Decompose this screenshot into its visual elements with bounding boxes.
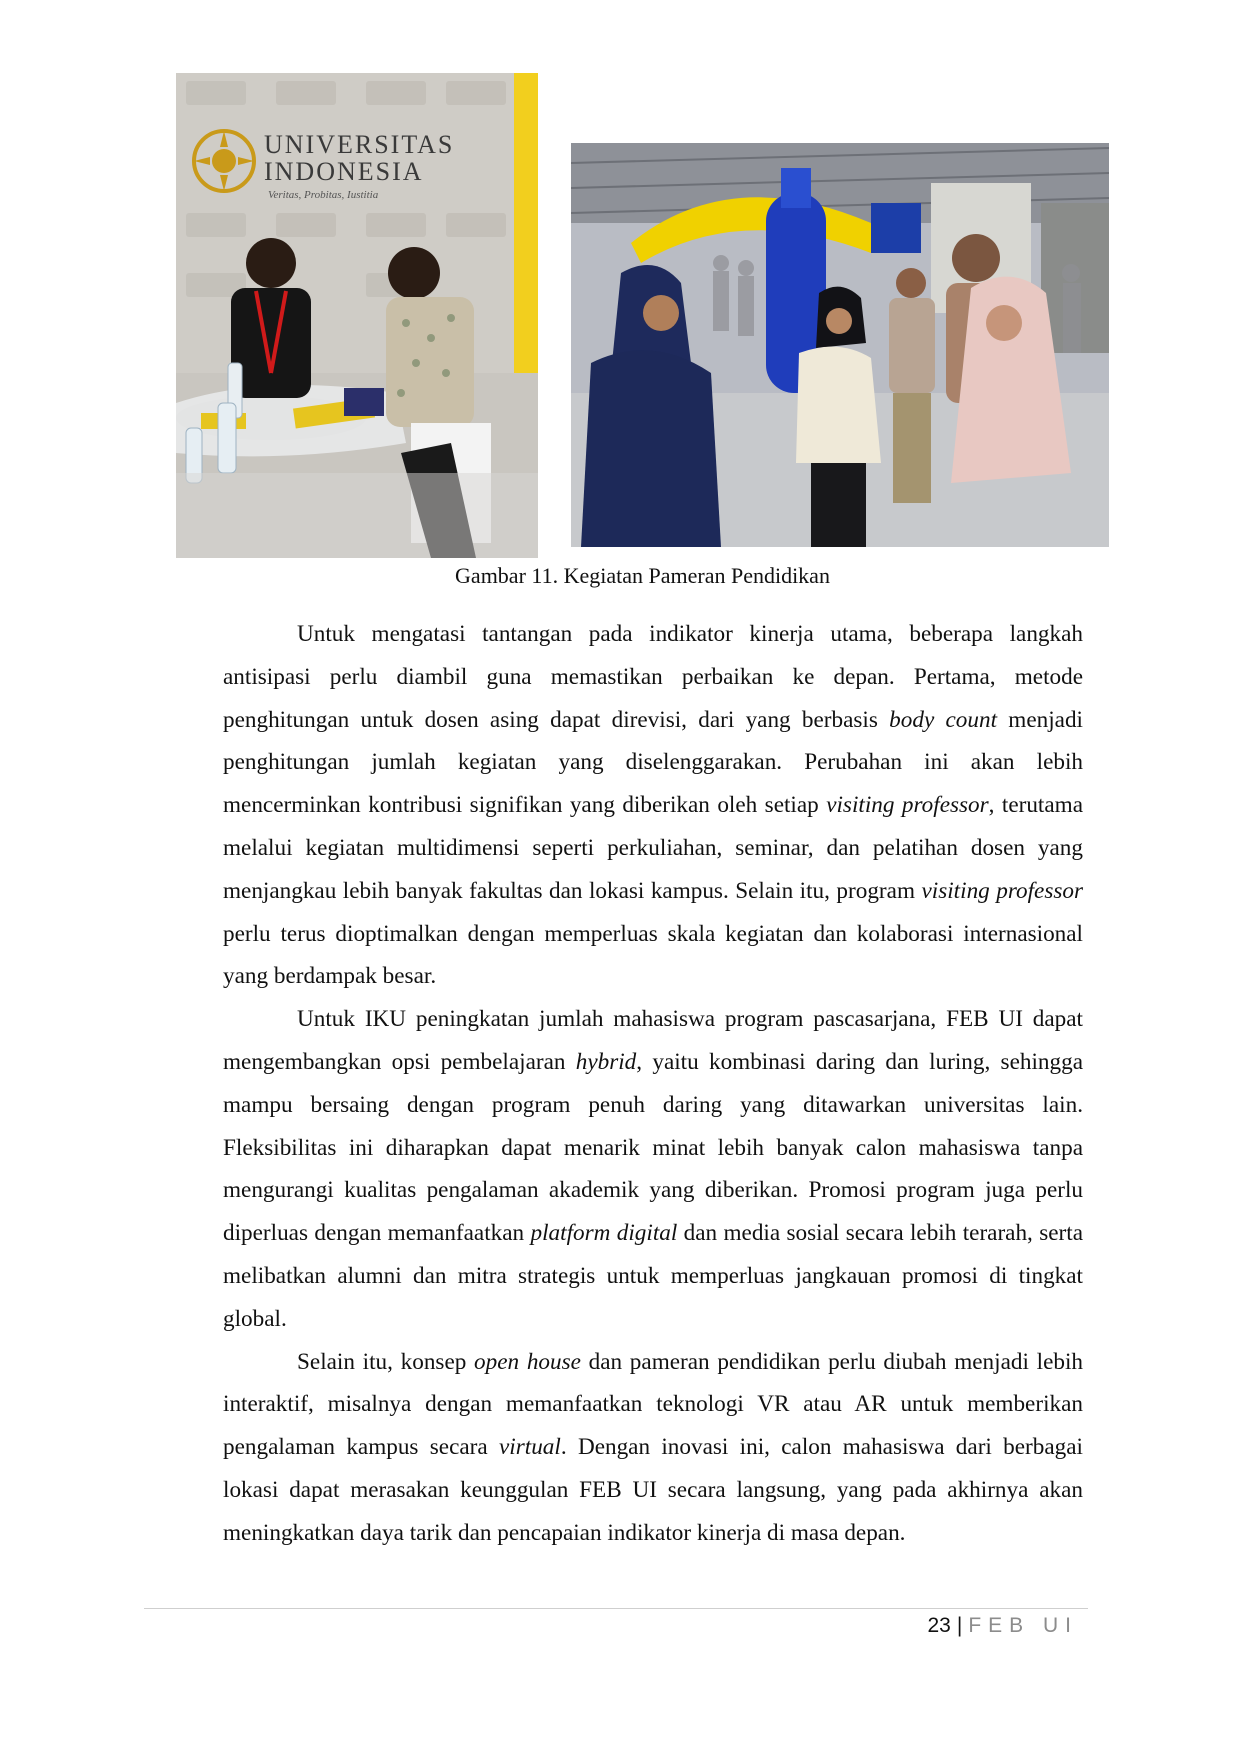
page-number: 23 <box>927 1614 951 1637</box>
figure-caption: Gambar 11. Kegiatan Pameran Pendidikan <box>455 563 830 588</box>
p2-seg-4: dan media sosial secara lebih terarah, serta melibatkan alumni dan mitra strategis untuk memperluas jangkauan promosi di tingkat global. <box>223 1220 1083 1332</box>
p3-seg-2: dan pameran pendidikan perlu diubah menjadi lebih interaktif, misalnya dengan memanfaatkan teknologi VR atau AR untuk memberikan pengalaman kampus secara <box>223 1348 1083 1461</box>
p2-seg-2: , yaitu kombinasi daring dan luring, sehingga mampu bersaing dengan program penuh daring yang ditawarkan universitas lain. Fleksibilitas ini diharapkan dapat menarik minat lebih banyak calon mahasiswa tanpa mengurangi kualitas pengalaman akademik yang diberikan. Promosi program juga perlu diperluas dengan memanfaatkan <box>223 1048 1083 1247</box>
p3-seg-3: virtual <box>499 1434 561 1461</box>
paragraph-1 <box>223 613 1083 998</box>
p1-seg-1: body count <box>889 706 998 733</box>
footer-org: FEB UI <box>968 1614 1078 1637</box>
p1-seg-5: visiting professor <box>921 877 1083 904</box>
p3-seg-4: . Dengan inovasi ini, calon mahasiswa dari berbagai lokasi dapat merasakan keunggulan FEB UI secara langsung, yang pada akhirnya akan meningkatkan daya tarik dan pencapaian indikator kinerja di masa depan. <box>223 1434 1083 1546</box>
person-checked-shirt <box>889 268 935 503</box>
logo-motto: Veritas, Probitas, Iustitia <box>268 189 379 201</box>
footer-separator: | <box>956 1614 963 1637</box>
p2-seg-0: Untuk IKU peningkatan jumlah mahasiswa program pascasarjana, FEB UI dapat mengembangkan opsi pembelajaran <box>223 1006 1083 1075</box>
p1-seg-6: perlu terus dioptimalkan dengan memperluas skala kegiatan dan kolaborasi internasional yang berdampak besar. <box>223 920 1083 990</box>
paragraph-3 <box>223 1341 1083 1555</box>
page-footer <box>927 1611 1078 1641</box>
p1-seg-2: menjadi penghitungan jumlah kegiatan yang diselenggarakan. Perubahan ini akan lebih mencerminkan kontribusi signifikan yang diberikan oleh setiap <box>223 706 1083 819</box>
p1-seg-0: Untuk mengatasi tantangan pada indikator kinerja utama, beberapa langkah antisipasi perlu diambil guna memastikan perbaikan ke depan. Pertama, metode penghitungan untuk dosen asing dapat direvisi, dari yang berbasis <box>223 621 1083 733</box>
body-text <box>223 613 1083 1555</box>
paragraph-2 <box>223 998 1083 1340</box>
logo-line2: INDONESIA <box>264 157 424 186</box>
p2-seg-1: hybrid <box>575 1048 637 1075</box>
p1-seg-4: , terutama melalui kegiatan multidimensi seperti perkuliahan, seminar, dan pelatihan dosen yang menjangkau lebih banyak fakultas dan lokasi kampus. Selain itu, program <box>223 792 1083 904</box>
p3-seg-1: open house <box>474 1348 581 1375</box>
photo-booth-consultation <box>176 73 538 558</box>
footer-divider <box>144 1608 1088 1609</box>
p2-seg-3: platform digital <box>530 1220 678 1247</box>
universitas-indonesia-logo-icon <box>194 131 254 191</box>
photo-exhibition-hall <box>571 143 1109 547</box>
p1-seg-3: visiting professor <box>826 792 989 819</box>
p3-seg-0: Selain itu, konsep <box>297 1348 475 1375</box>
logo-line1: UNIVERSITAS <box>264 130 455 159</box>
